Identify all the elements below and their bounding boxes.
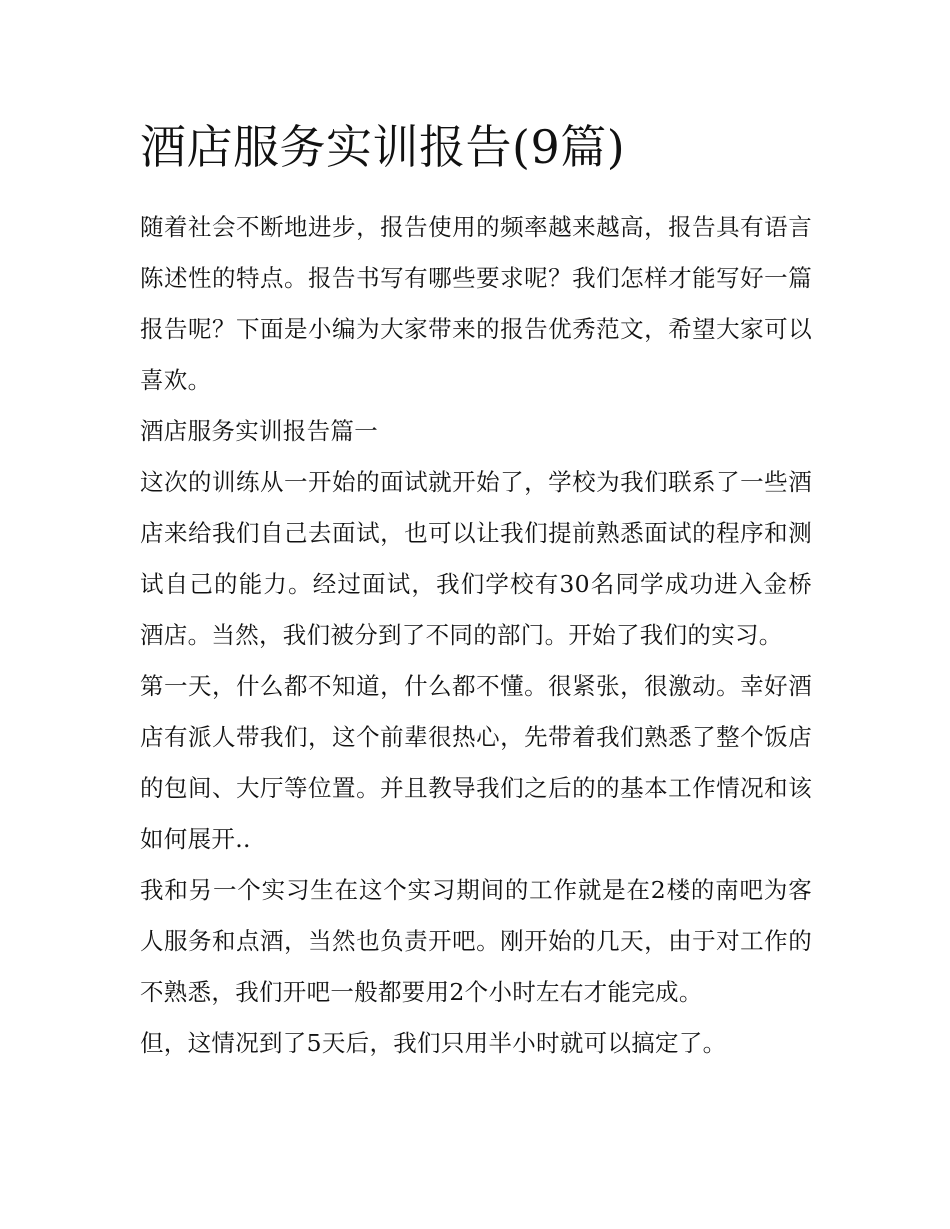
intro-paragraph: 随着社会不断地进步，报告使用的频率越来越高，报告具有语言陈述性的特点。报告书写有哪些要求呢？我们怎样才能写好一篇报告呢？下面是小编为大家带来的报告优秀范文，希望大家可以喜欢。 <box>140 213 812 394</box>
body-paragraph: 但，这情况到了5天后，我们只用半小时就可以搞定了。 <box>140 1029 727 1057</box>
body-paragraph: 这次的训练从一开始的面试就开始了，学校为我们联系了一些酒店来给我们自己去面试，也可以让我们提前熟悉面试的程序和测试自己的能力。经过面试，我们学校有30名同学成功进入金桥酒店。当然，我们被分到了不同的部门。开始了我们的实习。 <box>140 468 812 649</box>
document-body <box>140 112 812 1069</box>
body-paragraph: 第一天，什么都不知道，什么都不懂。很紧张，很激动。幸好酒店有派人带我们，这个前辈很热心，先带着我们熟悉了整个饭店的包间、大厅等位置。并且教导我们之后的的基本工作情况和该如何展开.. <box>140 672 812 853</box>
document-title: 酒店服务实训报告(9篇) <box>140 120 626 174</box>
body-paragraph: 我和另一个实习生在这个实习期间的工作就是在2楼的南吧为客人服务和点酒，当然也负责开吧。刚开始的几天，由于对工作的不熟悉，我们开吧一般都要用2个小时左右才能完成。 <box>140 876 812 1006</box>
section-heading: 酒店服务实训报告篇一 <box>140 417 378 445</box>
